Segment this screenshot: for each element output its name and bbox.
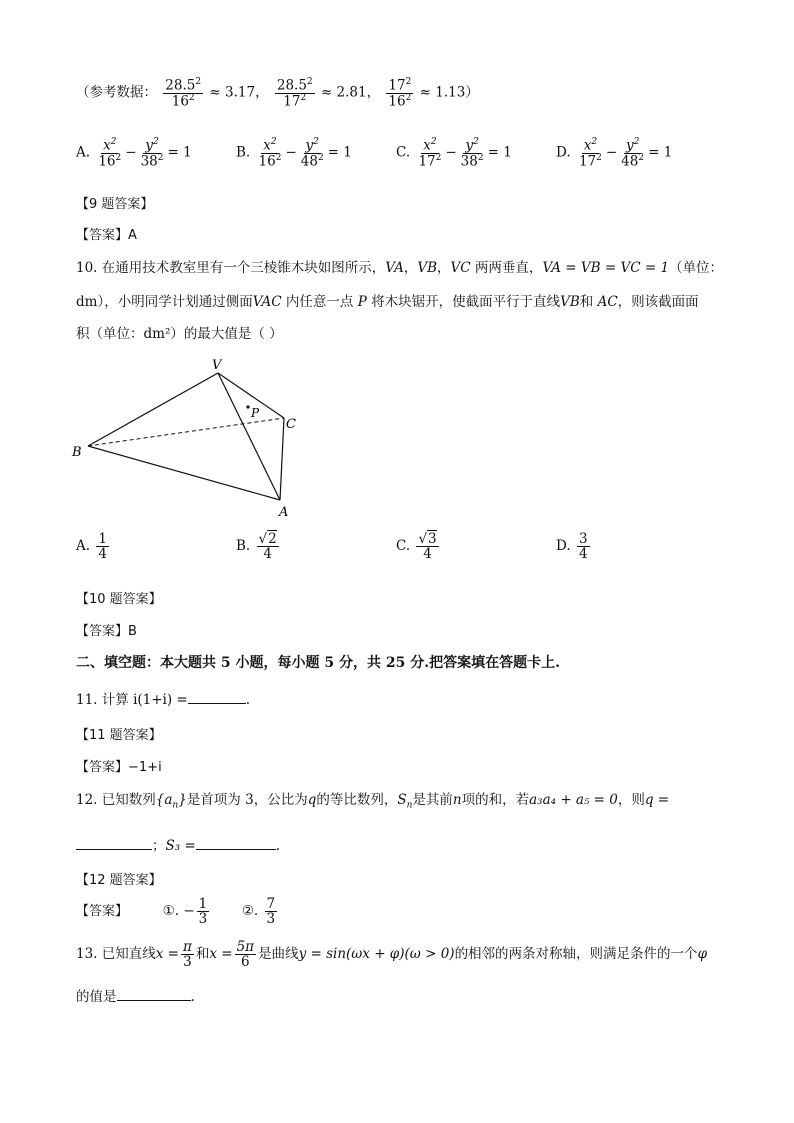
q13-line-2: 的值是 . xyxy=(76,989,195,1005)
q12-answer-header: 【12 题答案】 xyxy=(76,873,162,888)
q12-blank-2[interactable] xyxy=(196,849,276,850)
q12-blank-1[interactable] xyxy=(76,849,152,850)
q11-question: 11. 计算 i(1+i) = . xyxy=(76,692,251,708)
q11-answer-header: 【11 题答案】 xyxy=(76,728,162,743)
q9-option-a: A. $\frac{x^2}{16^2}$ − $\frac{y^2}{38^2}$ = 1 xyxy=(76,137,192,170)
q12-line-1: 12. 已知数列$\{a_n\}$是首项为 3，公比为q的等比数列，$S_n$是其前n项的和，若a₃a₄ + a₅ = 0，则q = xyxy=(76,792,670,811)
edge-ba xyxy=(88,446,280,500)
label-b: B xyxy=(72,445,82,460)
q9-option-d: D. $\frac{x^2}{17^2}$ − $\frac{y^2}{48^2}$ = 1 xyxy=(556,137,673,170)
q10-option-d: D. $\frac{3}{4}$ xyxy=(556,531,588,563)
q9-answer: 【答案】A xyxy=(76,228,137,243)
edge-bc-hidden xyxy=(88,418,284,446)
edge-va xyxy=(218,373,280,500)
q9-option-c: C. $\frac{x^2}{17^2}$ − $\frac{y^2}{38^2}$ = 1 xyxy=(396,137,512,170)
ref-fraction-2: $\frac{28.5^2}{17^2}$ xyxy=(276,77,313,110)
section-2-title: 二、填空题：本大题共 5 小题，每小题 5 分，共 25 分.把答案填在答题卡上. xyxy=(76,655,560,671)
reference-data: （参考数据： $\frac{28.5^2}{16^2}$ ≈ 3.17， $\frac{28.5^2}{17^2}$ ≈ 2.81， $\frac{17^2}{16^2}$ ≈ 1.13） xyxy=(76,77,479,110)
q10-line-2: dm），小明同学计划通过侧面VAC 内任意一点 P 将木块锯开，使截面平行于直线VB和 AC，则该截面面 xyxy=(76,294,699,310)
q10-line-3: 积（单位：dm²）的最大值是（ ） xyxy=(76,326,283,342)
q9-option-b: B. $\frac{x^2}{16^2}$ − $\frac{y^2}{48^2}$ = 1 xyxy=(236,137,352,170)
q10-option-a: A. $\frac{1}{4}$ xyxy=(76,531,107,563)
q11-answer: 【答案】−1+i xyxy=(76,760,162,775)
label-a: A xyxy=(279,505,289,520)
q13-blank[interactable] xyxy=(117,1000,191,1001)
q10-answer: 【答案】B xyxy=(76,624,137,639)
q13-line-1: 13. 已知直线x = $\frac{\pi}{3}$ 和x = $\frac{5\pi}{6}$ 是曲线y = sin(ωx + φ)(ω > 0)的相邻的两条对称轴，则满足条件的一个φ xyxy=(76,939,708,971)
point-p xyxy=(246,405,249,408)
q11-blank[interactable] xyxy=(188,703,246,704)
q10-option-b: B. $\frac{√2}{4}$ xyxy=(236,531,277,563)
tetrahedron-figure xyxy=(60,350,320,520)
label-p: P xyxy=(251,406,260,420)
q12-answer: 【答案】 ①. − $\frac{1}{3}$ ②. $\frac{7}{3}$ xyxy=(76,896,276,928)
q12-line-2: ；S₃ = . xyxy=(76,834,280,854)
ref-fraction-3: $\frac{17^2}{16^2}$ xyxy=(388,77,412,110)
q9-answer-header: 【9 题答案】 xyxy=(76,197,154,212)
q10-answer-header: 【10 题答案】 xyxy=(76,592,162,607)
q10-line-1: 10. 在通用技术教室里有一个三棱锥木块如图所示，VA，VB，VC 两两垂直，VA = VB = VC = 1（单位： xyxy=(76,260,724,276)
q10-option-c: C. $\frac{√3}{4}$ xyxy=(396,531,437,563)
ref-fraction-1: $\frac{28.5^2}{16^2}$ xyxy=(165,77,202,110)
edge-ca xyxy=(280,418,284,500)
label-c: C xyxy=(286,417,296,432)
edge-vb xyxy=(88,373,218,446)
ref-prefix: （参考数据： xyxy=(76,84,157,101)
label-v: V xyxy=(212,358,222,373)
